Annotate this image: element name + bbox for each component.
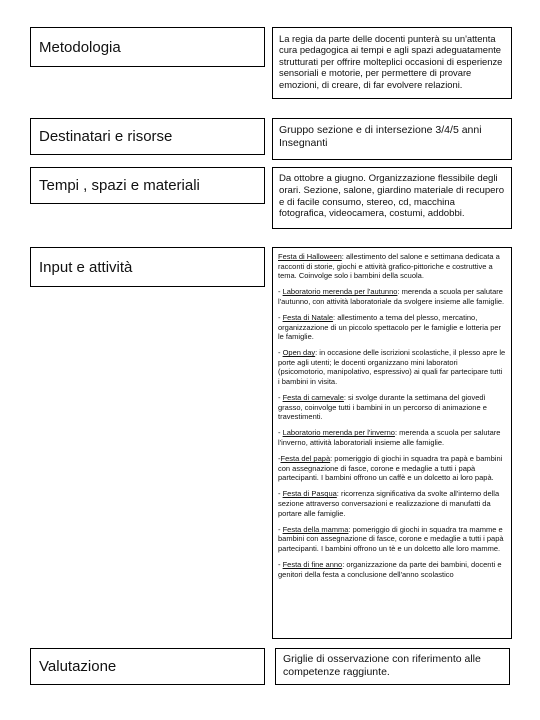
activity-title: Festa di fine anno (282, 559, 343, 569)
activity-item: - Festa della mamma: pomeriggio di giochi in squadra tra mamme e bambini con assegnazione di fasce, corone e medaglie a tutti i papà partecipanti. I bambini offrono un tè e un dolcetto alle loro mamme. (278, 524, 504, 553)
activity-item: -Festa del papà: pomeriggio di giochi in squadra tra papà e bambini con assegnazione di fasce, corone e medaglie a tutti i papà partecipanti. I bambini offrono un caffè e un dolcetto ai loro papà. (278, 454, 503, 483)
label-cell-valutazione (30, 648, 265, 685)
activity-item: - Laboratorio merenda per l'inverno: merenda a scuola per salutare l'inverno, attività laboratoriali insieme alle famiglie. (278, 428, 501, 447)
activity-item: - Festa di Pasqua: ricorrenza significativa da svolte all'interno della sezione attraverso conversazioni e realizzazione di manufatti da portare alle famiglie. (278, 489, 500, 518)
row-text: Griglie di osservazione con riferimento alle competenze raggiunte. (283, 653, 481, 678)
activity-description: : ricorrenza significativa da svolte all'interno della sezione attraverso conversazioni e realizzazione di manufatti da portare alle famiglie. (278, 489, 500, 518)
activity-title: Festa della mamma (282, 524, 349, 534)
content-cell-metodologia (272, 27, 512, 99)
row-text: Gruppo sezione e di intersezione 3/4/5 anni Insegnanti (279, 124, 482, 149)
activity-title: Open day (282, 348, 316, 358)
activity-title: Festa di Pasqua (282, 489, 337, 499)
row-text: Da ottobre a giugno. Organizzazione flessibile degli orari. Sezione, salone, giardino materiale di recupero e di facile consumo, stereo, cd, macchina fotografica, videocamera, costumi, addobbi. (279, 173, 505, 220)
label-cell-input (30, 247, 265, 287)
activity-item: - Festa di carnevale: si svolge durante la settimana del giovedì grasso, coinvolge tutti i bambini in un percorso di animazione e travestimenti. (278, 393, 487, 422)
content-cell-valutazione (275, 648, 510, 685)
activity-description: : si svolge durante la settimana del giovedì grasso, coinvolge tutti i bambini in un percorso di animazione e travestimenti. (278, 393, 487, 422)
label-cell-tempi (30, 167, 265, 204)
content-cell-destinatari (272, 118, 512, 160)
content-cell-activities (272, 247, 512, 639)
activity-item: - Festa di fine anno: organizzazione da parte dei bambini, docenti e genitori della festa a conclusione dell'anno scolastico (278, 559, 502, 579)
activity-description: : pomeriggio di giochi in squadra tra mamme e bambini con assegnazione di fasce, corone e medaglie a tutti i papà partecipanti. I bambini offrono un tè e un dolcetto alle loro mamme. (278, 524, 504, 553)
activity-description: : pomeriggio di giochi in squadra tra papà e bambini con assegnazione di fasce, corone e medaglie a tutti i papà partecipanti. I bambini offrono un caffè e un dolcetto ai loro papà. (278, 454, 503, 483)
content-cell-tempi (272, 167, 512, 229)
activity-item: - Festa di Natale: allestimento a tema del plesso, mercatino, organizzazione di un piccolo spettacolo per le famiglie e lotteria per le famiglie. (278, 312, 502, 342)
activity-description: : merenda a scuola per salutare l'inverno, attività laboratoriali insieme alle famiglie. (278, 428, 501, 447)
activity-item: - Laboratorio merenda per l'autunno: merenda a scuola per salutare l'autunno, con attività laboratoriale da svolgere insieme alle famiglie. (278, 287, 505, 306)
label-cell-metodologia (30, 27, 265, 67)
activity-item (278, 252, 506, 281)
row-label: Destinatari e risorse (39, 128, 173, 145)
activity-description: : in occasione delle iscrizioni scolastiche, il plesso apre le porte agli utenti; le docenti organizzano mini laboratori (psicomotorio, manipolativo, espressivo) ai quali far partecipare tutti i bambini in visita. (278, 348, 506, 387)
row-label: Valutazione (39, 658, 117, 675)
activity-title: Laboratorio merenda per l'autunno (282, 287, 398, 297)
activity-title: Festa di Halloween (278, 252, 342, 261)
activity-description: : organizzazione da parte dei bambini, docenti e genitori della festa a conclusione dell'anno scolastico (278, 559, 502, 579)
activity-item: - Open day: in occasione delle iscrizioni scolastiche, il plesso apre le porte agli utenti; le docenti organizzano mini laboratori (psicomotorio, manipolativo, espressivo) ai quali far partecipare tutti i bambini in visita. (278, 348, 506, 387)
row-label: Input e attività (39, 258, 133, 276)
row-label: Tempi , spazi e materiali (39, 177, 200, 194)
activity-title: Laboratorio merenda per l'inverno (282, 428, 395, 438)
row-text: La regia da parte delle docenti punterà su un'attenta cura pedagogica ai tempi e agli spazi adeguatamente strutturati per offrire molteplici occasioni di esperienze sensoriali e motorie, per permettere di provare emozioni, di creare, di far evolvere relazioni. (279, 33, 503, 90)
activity-title: Festa di carnevale (282, 393, 344, 403)
activity-description: : allestimento del salone e settimana dedicata a racconti di storie, giochi e attività grafico-pittoriche e costruttive a tema. Coinvolge solo i bambini della scuola. (278, 252, 500, 281)
row-label: Metodologia (39, 38, 121, 56)
activity-title: Festa del papà (280, 454, 331, 464)
label-cell-destinatari (30, 118, 265, 155)
activity-title: Festa di Natale (282, 312, 334, 322)
activity-description: : allestimento a tema del plesso, mercatino, organizzazione di un piccolo spettacolo per le famiglie e lotteria per le famiglie. (278, 312, 502, 342)
activity-description: : merenda a scuola per salutare l'autunno, con attività laboratoriale da svolgere insieme alle famiglie. (278, 287, 505, 306)
